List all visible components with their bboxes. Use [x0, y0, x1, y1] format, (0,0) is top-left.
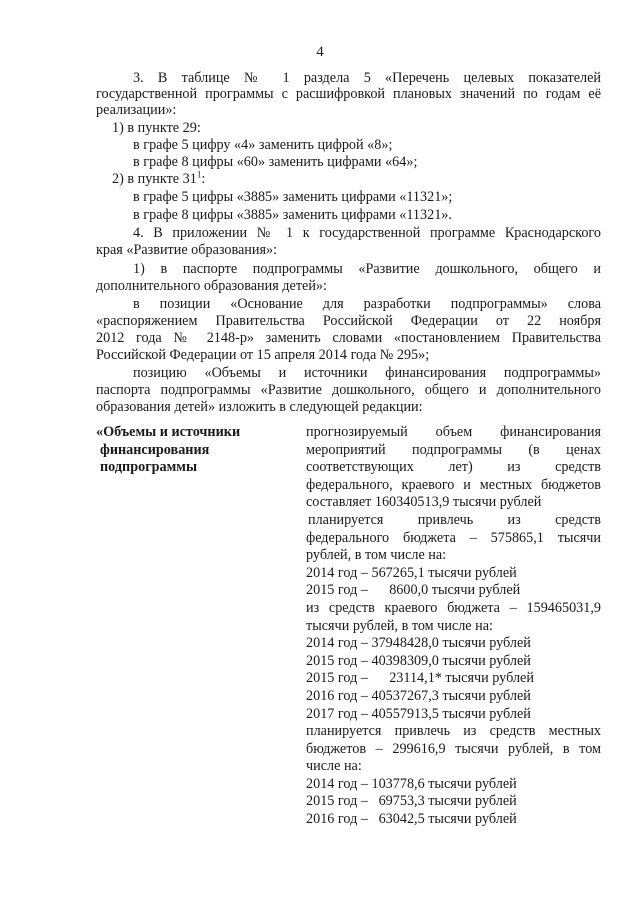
right-line-2: мероприятий подпрограммы (в ценах	[306, 441, 601, 458]
right-line-13: 2014 год – 37948428,0 тысячи рублей	[306, 635, 531, 652]
volume-line3: образования детей» изложить в следующей редакции:	[96, 399, 423, 415]
table-right-content	[306, 424, 601, 829]
left-heading-line1: «Объемы и источники	[96, 424, 241, 440]
item4-line1: 4. В приложении № 1 к государственной программе Краснодарского	[133, 225, 601, 241]
sub1-a: в графе 5 цифру «4» заменить цифрой «8»;	[133, 137, 393, 153]
right-line-12: тысячи рублей, в том числе на:	[306, 617, 493, 634]
sub1-b: в графе 8 цифры «60» заменить цифрами «64»;	[133, 154, 418, 170]
right-line-18: планируется привлечь из средств местных	[306, 723, 601, 740]
right-line-15: 2015 год – 23114,1* тысячи рублей	[306, 670, 534, 687]
item3-line1: 3. В таблице № 1 раздела 5 «Перечень целевых показателей	[133, 70, 601, 86]
right-line-4: федерального, краевого и местных бюджетов	[306, 476, 601, 493]
position-line4: Российской Федерации от 15 апреля 2014 года № 295»;	[96, 347, 430, 363]
sub2-title: 2) в пункте $31^1$:	[112, 169, 206, 187]
position-line3: 2012 года № 2148-р» заменить словами «постановлением Правительства	[96, 330, 601, 346]
right-line-9: 2014 год – 567265,1 тысячи рублей	[306, 564, 517, 581]
item4-line2: края «Развитие образования»:	[96, 242, 278, 258]
page-number: 4	[316, 44, 324, 60]
volume-line1: позицию «Объемы и источники финансирования подпрограммы»	[133, 365, 601, 381]
right-line-8: рублей, в том числе на:	[306, 547, 447, 564]
right-line-23: 2016 год – 63042,5 тысячи рублей	[306, 811, 517, 828]
right-line-3: соответствующих лет) из средств	[306, 459, 601, 476]
item4-1-line2: дополнительного образования детей»:	[96, 278, 327, 294]
right-line-11: из средств краевого бюджета – 159465031,9	[306, 599, 601, 616]
right-line-21: 2014 год – 103778,6 тысячи рублей	[306, 775, 517, 792]
sub2-a: в графе 5 цифры «3885» заменить цифрами «11321»;	[133, 189, 453, 205]
item3-line2: государственной программы с расшифровкой плановых значений по годам её	[96, 86, 601, 102]
right-line-10: 2015 год – 8600,0 тысячи рублей	[306, 582, 521, 599]
left-heading-line2: финансирования	[100, 441, 210, 458]
item4-1-line1: 1) в паспорте подпрограммы «Развитие дошкольного, общего и	[133, 261, 601, 277]
right-line-5: составляет 160340513,9 тысячи рублей	[306, 494, 542, 511]
right-line-6: планируется привлечь из средств	[308, 511, 601, 528]
right-line-14: 2015 год – 40398309,0 тысячи рублей	[306, 652, 531, 669]
right-line-1: прогнозируемый объем финансирования	[306, 424, 601, 440]
left-heading-line3: подпрограммы	[100, 459, 198, 475]
right-line-17: 2017 год – 40557913,5 тысячи рублей	[306, 705, 531, 722]
position-line2: «распоряжением Правительства Российской Федерации от 22 ноября	[96, 313, 601, 329]
right-line-19: бюджетов – 299616,9 тысячи рублей, в том	[306, 740, 601, 757]
table-left-heading	[96, 424, 296, 477]
position-line1: в позиции «Основание для разработки подпрограммы» слова	[133, 296, 601, 312]
right-line-16: 2016 год – 40537267,3 тысячи рублей	[306, 687, 531, 704]
sub2-b: в графе 8 цифры «3885» заменить цифрами «11321».	[133, 207, 452, 223]
right-line-22: 2015 год – 69753,3 тысячи рублей	[306, 793, 517, 810]
right-line-20: числе на:	[306, 758, 362, 775]
item3-line3: реализации»:	[96, 102, 177, 118]
volume-line2: паспорта подпрограммы «Развитие дошкольного, общего и дополнительного	[96, 382, 601, 398]
sub1-title: 1) в пункте 29:	[112, 120, 201, 136]
right-line-7: федерального бюджета – 575865,1 тысячи	[306, 529, 601, 546]
